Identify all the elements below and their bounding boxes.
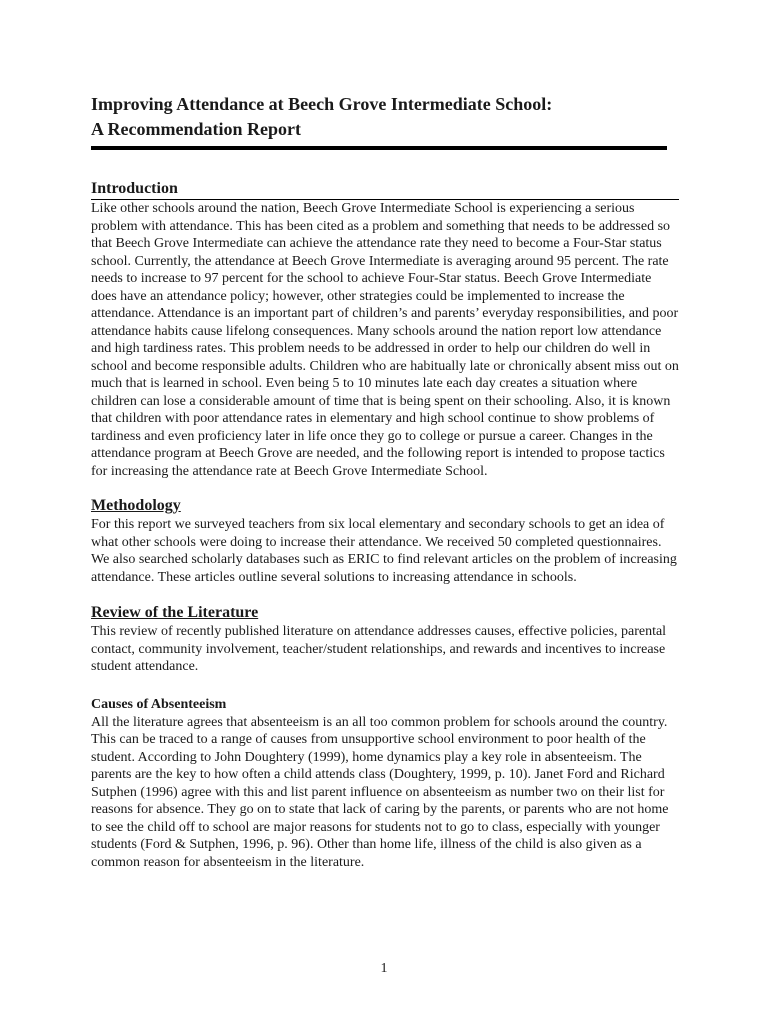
document-page (91, 92, 679, 871)
causes-heading: Causes of Absenteeism (91, 696, 227, 712)
review-heading-text: Review of the Literature (91, 604, 259, 621)
methodology-paragraph: For this report we surveyed teachers from six local elementary and secondary schools to get an idea of what other schools were doing to increase their attendance. We received 50 completed questionnaires. We also searched scholarly databases such as ERIC to find relevant articles on the problem of increasing attendance. These articles outline several solutions to increasing attendance in schools. (91, 517, 677, 585)
review-paragraph: This review of recently published literature on attendance addresses causes, effective policies, parental contact, community involvement, teacher/student relationships, and rewards and incentives to increase student attendance. (91, 624, 667, 674)
introduction-heading: Introduction (91, 179, 679, 200)
methodology-heading-text: Methodology (91, 497, 181, 514)
page-number: 1 (380, 961, 388, 976)
causes-paragraph: All the literature agrees that absenteeism is an all too common problem for schools around the country. This can be traced to a range of causes from unsupportive school environment to poor health of the student. According to John Doughtery (1999), home dynamics play a key role in absenteeism. The parents are the key to how often a child attends class (Doughtery, 1999, p. 10). Janet Ford and Richard Sutphen (1996) agree with this and list parent influence on absenteeism as number two on their list for reasons for absence. They go on to state that lack of caring by the parents, or parents who are not home to see the child off to school are major reasons for students not to go to class, especially with younger students (Ford & Sutphen, 1996, p. 96). Other than home life, illness of the child is also given as a common reason for absenteeism in the literature. (91, 714, 669, 870)
introduction-paragraph: Like other schools around the nation, Beech Grove Intermediate School is experiencing a serious problem with attendance. This has been cited as a problem and something that needs to be addressed so that Beech Grove Intermediate can achieve the attendance rate they need to become a Four-Star status school. Currently, the attendance at Beech Grove Intermediate is averaging around 95 percent. The rate needs to increase to 97 percent for the school to achieve Four-Star status. Beech Grove Intermediate does have an attendance policy; however, other strategies could be implemented to increase the attendance. Attendance is an important part of children’s and parents’ everyday responsibilities, and poor attendance habits cause lifelong consequences. Many schools around the nation report low attendance and high tardiness rates. This problem needs to be addressed in order to help our children do well in school and become responsible adults. Children who are habitually late or chronically absent miss out on much that is learned in school. Even being 5 to 10 minutes late each day creates a situation where children can lose a considerable amount of time that is being spent on their schooling. Also, it is known that children with poor attendance rates in elementary and high school continue to show problems of tardiness and even proficiency later in life once they go to college or pursue a career. Changes in the attendance program at Beech Grove are needed, and the following report is intended to propose tactics for increasing the attendance rate at Beech Grove Intermediate School. (91, 201, 679, 479)
document-title (91, 92, 679, 142)
methodology-heading (91, 496, 679, 516)
title-divider (91, 146, 667, 150)
title-line-1: Improving Attendance at Beech Grove Intermediate School: (91, 94, 553, 114)
title-line-2: A Recommendation Report (91, 119, 301, 139)
review-heading (91, 603, 679, 623)
